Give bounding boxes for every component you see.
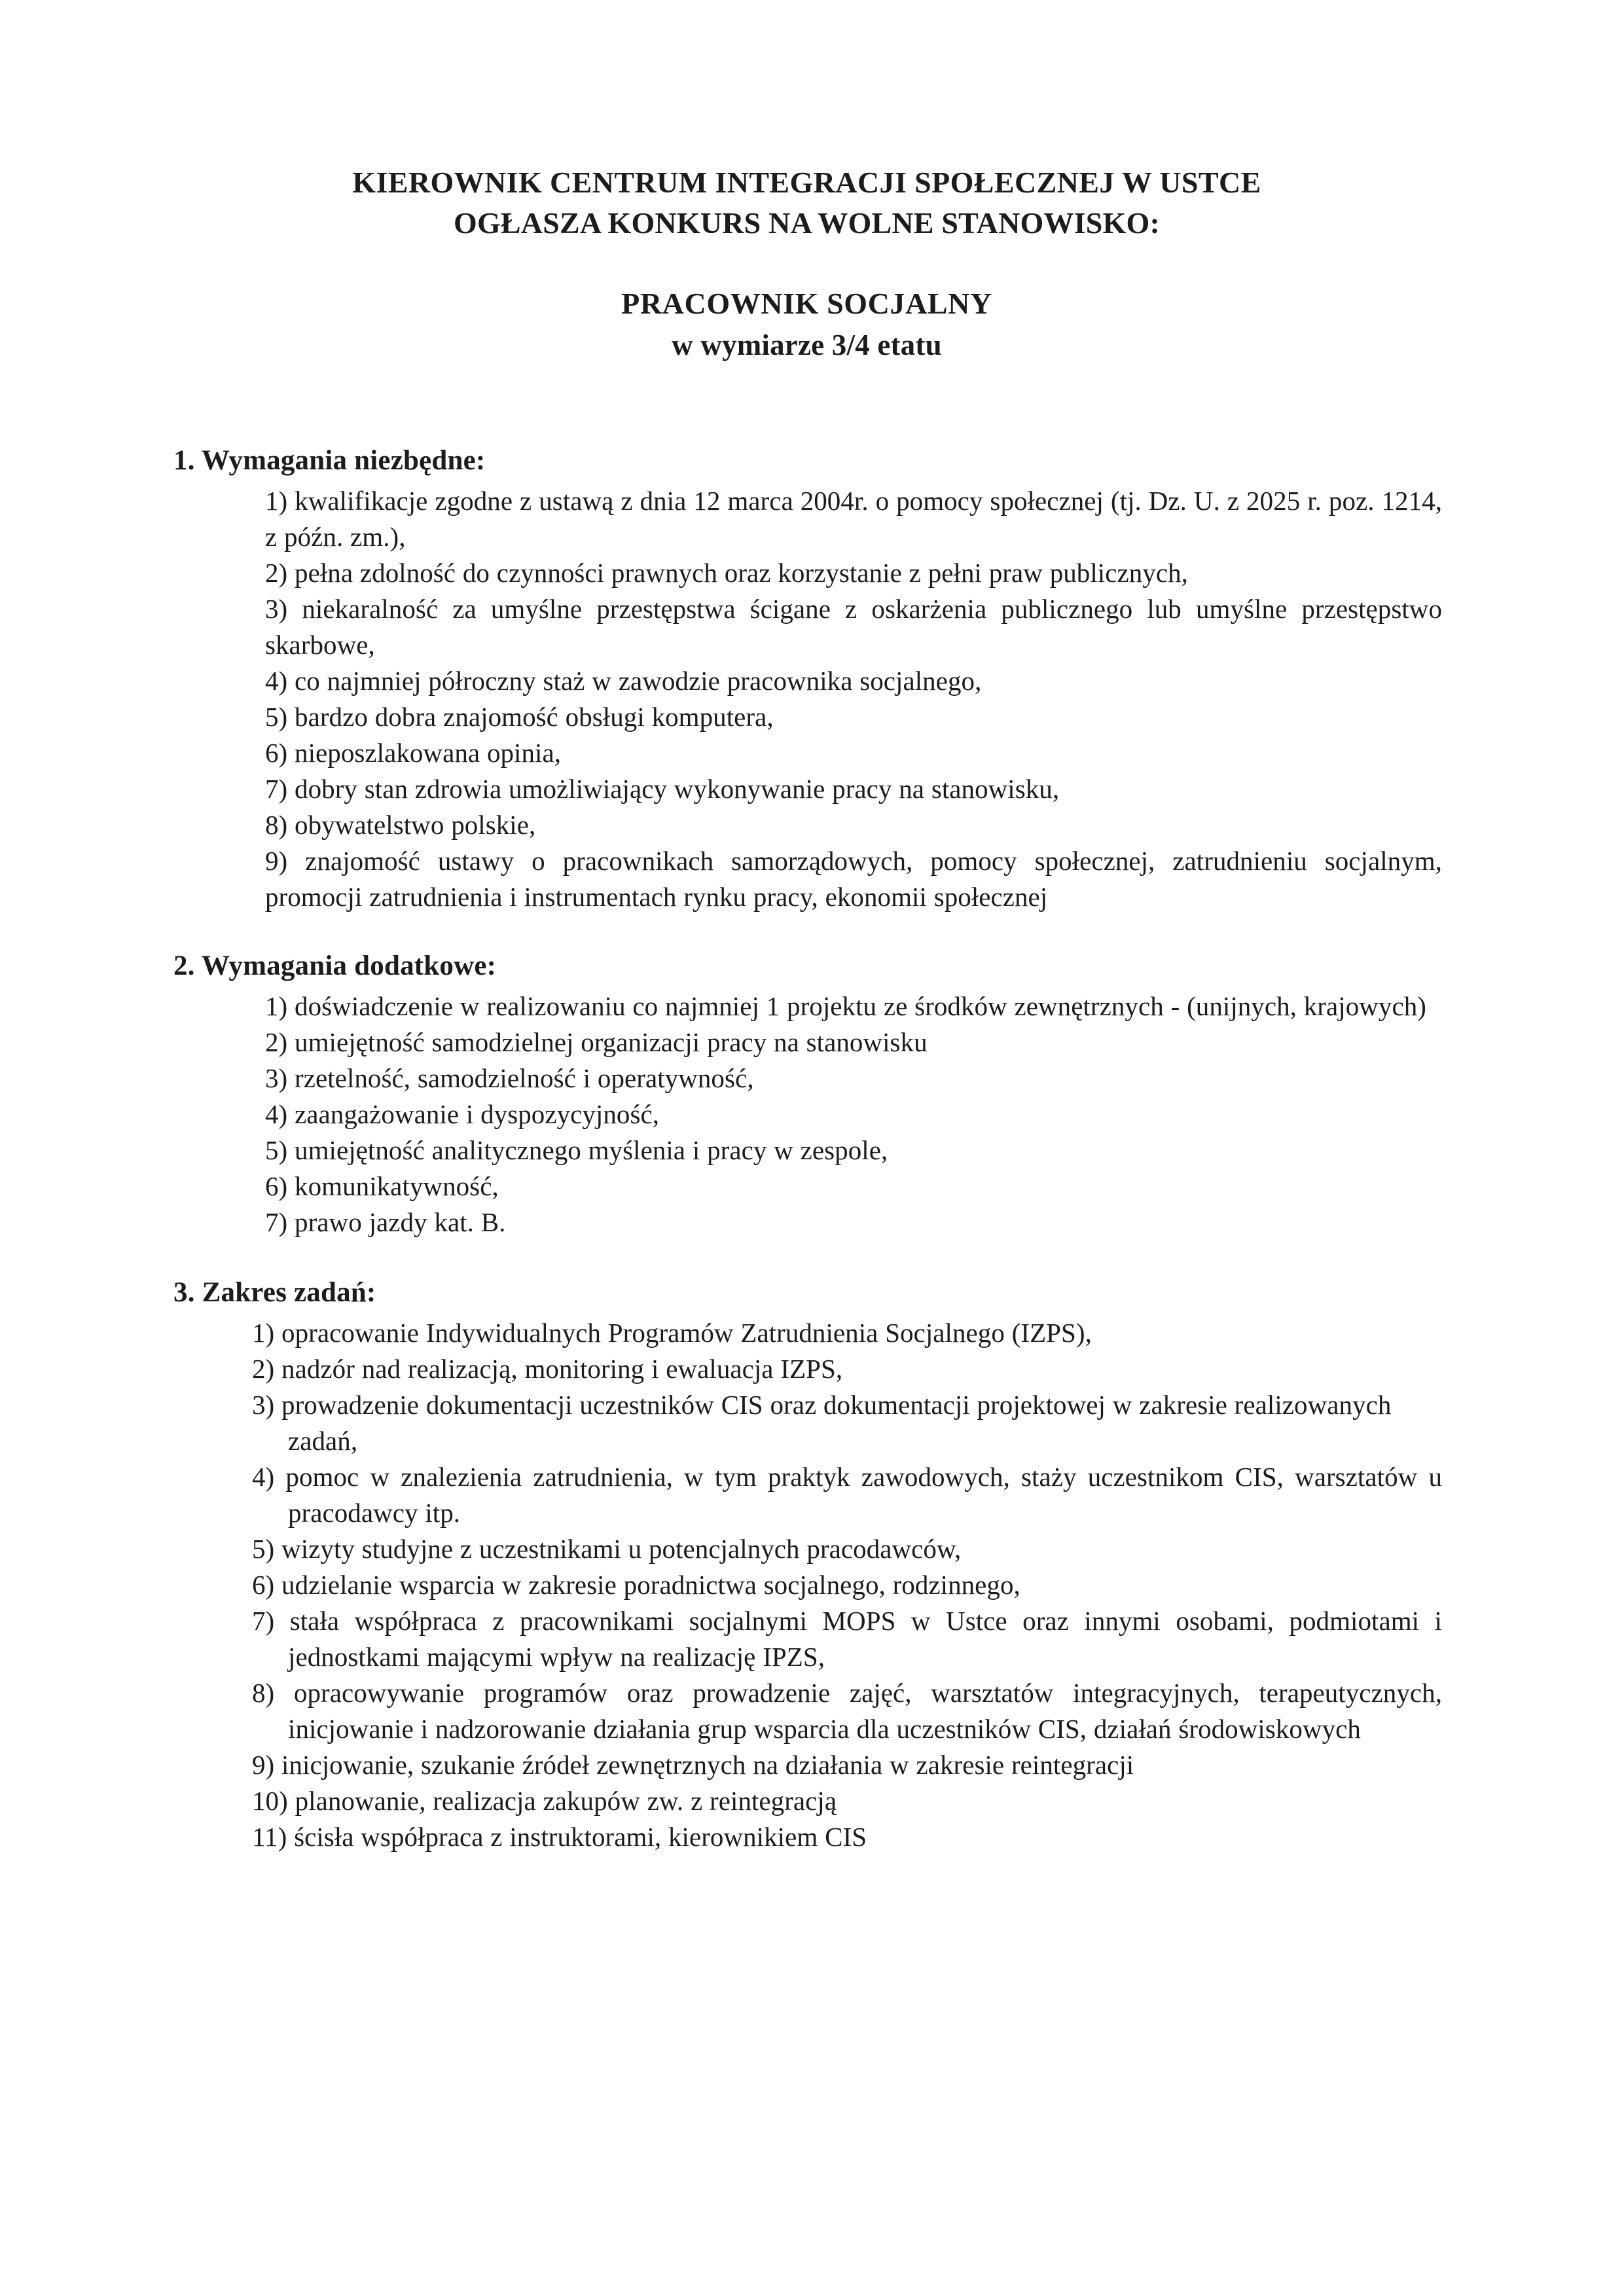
list-item: 1) doświadczenie w realizowaniu co najmniej 1 projektu ze środków zewnętrznych - (unijnych, krajowych) <box>265 991 1426 1021</box>
list-item: 7) stała współpraca z pracownikami socjalnymi MOPS w Ustce oraz innymi osobami, podmiotami i jednostkami mającymi wpływ na realizację IPZS, <box>252 1606 1442 1672</box>
list-item: 3) rzetelność, samodzielność i operatywność, <box>265 1063 754 1093</box>
section-2 <box>173 948 1442 1240</box>
list-item: 5) bardzo dobra znajomość obsługi komputera, <box>265 702 774 732</box>
position-fte: w wymiarze 3/4 etatu <box>672 329 942 361</box>
header-line-1: KIEROWNIK CENTRUM INTEGRACJI SPOŁECZNEJ W USTCE <box>352 166 1261 199</box>
list-item: 1) opracowanie Indywidualnych Programów Zatrudnienia Socjalnego (IZPS), <box>252 1318 1092 1348</box>
list-item: 1) kwalifikacje zgodne z ustawą z dnia 12 marca 2004r. o pomocy społecznej (tj. Dz. U. z 2025 r. poz. 1214, z późn. zm.), <box>265 486 1442 552</box>
requirement-list <box>173 483 1442 915</box>
list-item: 3) prowadzenie dokumentacji uczestników CIS oraz dokumentacji projektowej w zakresie realizowanych zadań, <box>252 1390 1392 1456</box>
section-spacer <box>173 915 1442 948</box>
list-item: 11) ścisła współpraca z instruktorami, kierownikiem CIS <box>252 1822 867 1852</box>
list-item: 5) wizyty studyjne z uczestnikami u potencjalnych pracodawców, <box>252 1534 962 1564</box>
list-item: 8) obywatelstwo polskie, <box>265 810 536 840</box>
section-heading: 2. Wymagania dodatkowe: <box>173 950 497 981</box>
announcement-header <box>173 162 1440 244</box>
list-item: 6) udzielanie wsparcia w zakresie poradnictwa socjalnego, rodzinnego, <box>252 1570 1020 1600</box>
position-title-block <box>173 283 1440 365</box>
list-item: 4) co najmniej półroczny staż w zawodzie pracownika socjalnego, <box>265 666 982 696</box>
list-item: 7) prawo jazdy kat. B. <box>265 1207 506 1237</box>
list-item: 2) nadzór nad realizacją, monitoring i ewaluacja IZPS, <box>252 1354 843 1384</box>
section-3 <box>173 1274 1442 1855</box>
requirement-list <box>173 988 1442 1240</box>
list-item: 6) komunikatywność, <box>265 1171 499 1201</box>
list-item: 6) nieposzlakowana opinia, <box>265 738 562 768</box>
list-item: 8) opracowywanie programów oraz prowadzenie zajęć, warsztatów integracyjnych, terapeutycznych, inicjowanie i nadzorowanie działania grup wsparcia dla uczestników CIS, działań środowiskowych <box>252 1678 1442 1744</box>
position-title: PRACOWNIK SOCJALNY <box>621 287 992 320</box>
list-item: 2) umiejętność samodzielnej organizacji pracy na stanowisku <box>265 1027 928 1057</box>
header-line-2: OGŁASZA KONKURS NA WOLNE STANOWISKO: <box>453 206 1161 240</box>
document-body <box>173 443 1442 1855</box>
section-spacer <box>173 1240 1442 1274</box>
list-item: 3) niekaralność za umyślne przestępstwa ścigane z oskarżenia publicznego lub umyślne przestępstwo skarbowe, <box>265 594 1442 660</box>
section-heading: 1. Wymagania niezbędne: <box>173 445 486 476</box>
list-item: 4) zaangażowanie i dyspozycyjność, <box>265 1099 660 1129</box>
list-item: 9) inicjowanie, szukanie źródeł zewnętrznych na działania w zakresie reintegracji <box>252 1750 1134 1780</box>
list-item: 2) pełna zdolność do czynności prawnych oraz korzystanie z pełni praw publicznych, <box>265 558 1188 588</box>
requirement-list <box>173 1315 1442 1855</box>
list-item: 9) znajomość ustawy o pracownikach samorządowych, pomocy społecznej, zatrudnieniu socjalnym, promocji zatrudnienia i instrumentach rynku pracy, ekonomii społecznej <box>265 846 1442 912</box>
list-item: 4) pomoc w znalezienia zatrudnienia, w tym praktyk zawodowych, staży uczestnikom CIS, warsztatów u pracodawcy itp. <box>252 1462 1442 1528</box>
list-item: 5) umiejętność analitycznego myślenia i pracy w zespole, <box>265 1135 888 1165</box>
section-heading: 3. Zakres zadań: <box>173 1277 376 1308</box>
section-1 <box>173 443 1442 915</box>
list-item: 7) dobry stan zdrowia umożliwiający wykonywanie pracy na stanowisku, <box>265 774 1060 804</box>
list-item: 10) planowanie, realizacja zakupów zw. z reintegracją <box>252 1786 837 1816</box>
